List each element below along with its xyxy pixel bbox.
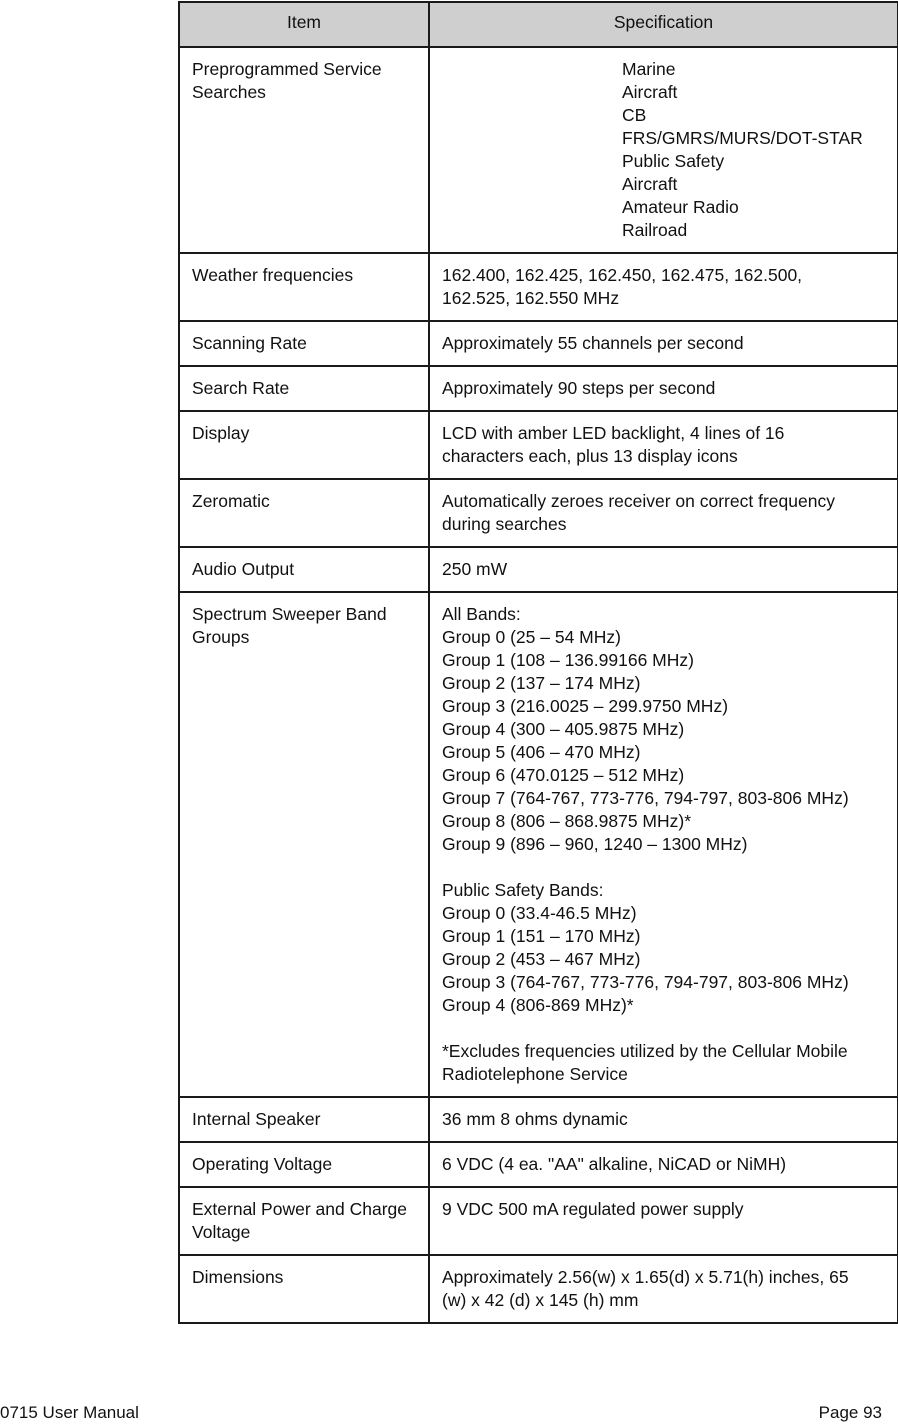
spec-line: 36 mm 8 ohms dynamic — [442, 1109, 628, 1129]
spec-line: LCD with amber LED backlight, 4 lines of 16 — [442, 423, 785, 443]
spec-line — [442, 856, 887, 879]
spec-line: 9 VDC 500 mA regulated power supply — [442, 1199, 744, 1219]
spec-line: Group 1 (151 – 170 MHz) — [442, 926, 641, 946]
spec-line: Group 0 (25 – 54 MHz) — [442, 627, 621, 647]
spec-value — [429, 366, 898, 411]
table-row — [179, 411, 898, 479]
spec-line: Aircraft — [622, 174, 678, 194]
spec-line: Group 8 (806 – 868.9875 MHz)* — [442, 811, 692, 831]
table-row — [179, 1142, 898, 1187]
table-row — [179, 592, 898, 1097]
spec-line: (w) x 42 (d) x 145 (h) mm — [442, 1290, 639, 1310]
table-header-row — [179, 2, 898, 47]
spec-line: Group 0 (33.4-46.5 MHz) — [442, 903, 637, 923]
table-row — [179, 366, 898, 411]
spec-item-label: Display — [179, 411, 429, 479]
footer-manual-title: 0715 User Manual — [0, 1403, 139, 1422]
spec-item-label: Spectrum Sweeper Band Groups — [179, 592, 429, 1097]
spec-value — [429, 592, 898, 1097]
spec-value — [429, 47, 898, 253]
footer-page-number: Page 93 — [818, 1403, 882, 1422]
spec-item-label: Operating Voltage — [179, 1142, 429, 1187]
spec-value — [429, 321, 898, 366]
spec-line: Group 7 (764-767, 773-776, 794-797, 803-806 MHz) — [442, 788, 849, 808]
header-item: Item — [179, 2, 429, 47]
spec-line: Group 4 (806-869 MHz)* — [442, 995, 634, 1015]
spec-line: Approximately 90 steps per second — [442, 378, 716, 398]
spec-item-label: External Power and Charge Voltage — [179, 1187, 429, 1255]
spec-line: Group 6 (470.0125 – 512 MHz) — [442, 765, 685, 785]
table-row — [179, 1187, 898, 1255]
spec-line: Group 2 (137 – 174 MHz) — [442, 673, 641, 693]
spec-line: characters each, plus 13 display icons — [442, 446, 738, 466]
spec-value — [429, 411, 898, 479]
spec-line: Group 5 (406 – 470 MHz) — [442, 742, 641, 762]
spec-line: Public Safety Bands: — [442, 880, 604, 900]
spec-line: 6 VDC (4 ea. "AA" alkaline, NiCAD or NiMH) — [442, 1154, 787, 1174]
spec-value — [429, 1187, 898, 1255]
spec-line: Approximately 2.56(w) x 1.65(d) x 5.71(h) inches, 65 — [442, 1267, 849, 1287]
spec-value — [429, 1142, 898, 1187]
spec-item-label: Search Rate — [179, 366, 429, 411]
spec-value — [429, 479, 898, 547]
spec-line: Radiotelephone Service — [442, 1064, 628, 1084]
spec-line: Group 1 (108 – 136.99166 MHz) — [442, 650, 694, 670]
spec-item-label: Zeromatic — [179, 479, 429, 547]
spec-value — [429, 1097, 898, 1142]
spec-line: Railroad — [622, 220, 688, 240]
spec-item-label: Audio Output — [179, 547, 429, 592]
spec-item-label: Scanning Rate — [179, 321, 429, 366]
spec-line: Group 2 (453 – 467 MHz) — [442, 949, 641, 969]
spec-value — [429, 547, 898, 592]
spec-line: *Excludes frequencies utilized by the Cellular Mobile — [442, 1041, 848, 1061]
spec-line: during searches — [442, 514, 567, 534]
spec-line: FRS/GMRS/MURS/DOT-STAR — [622, 128, 863, 148]
spec-line: Automatically zeroes receiver on correct frequency — [442, 491, 835, 511]
spec-line — [442, 1017, 887, 1040]
spec-value — [429, 253, 898, 321]
table-row — [179, 1255, 898, 1323]
header-specification: Specification — [429, 2, 898, 47]
spec-line: Group 3 (216.0025 – 299.9750 MHz) — [442, 696, 729, 716]
spec-line: Public Safety — [622, 151, 725, 171]
spec-line: Group 4 (300 – 405.9875 MHz) — [442, 719, 685, 739]
spec-line: 162.400, 162.425, 162.450, 162.475, 162.500, — [442, 265, 803, 285]
spec-line: All Bands: — [442, 604, 521, 624]
table-row — [179, 1097, 898, 1142]
spec-line: Group 9 (896 – 960, 1240 – 1300 MHz) — [442, 834, 748, 854]
spec-value — [429, 1255, 898, 1323]
spec-item-label: Preprogrammed Service Searches — [179, 47, 429, 253]
spec-line: 162.525, 162.550 MHz — [442, 288, 620, 308]
spec-line: Amateur Radio — [622, 197, 739, 217]
spec-item-label: Dimensions — [179, 1255, 429, 1323]
table-row — [179, 321, 898, 366]
spec-line: Marine — [622, 59, 676, 79]
table-row — [179, 547, 898, 592]
spec-line: 250 mW — [442, 559, 508, 579]
spec-item-label: Internal Speaker — [179, 1097, 429, 1142]
table-row — [179, 479, 898, 547]
table-row — [179, 253, 898, 321]
spec-line: CB — [622, 105, 647, 125]
spec-line: Aircraft — [622, 82, 678, 102]
spec-line: Group 3 (764-767, 773-776, 794-797, 803-806 MHz) — [442, 972, 849, 992]
spec-item-label: Weather frequencies — [179, 253, 429, 321]
spec-line: Approximately 55 channels per second — [442, 333, 744, 353]
table-row — [179, 47, 898, 253]
specifications-table — [178, 1, 898, 1324]
